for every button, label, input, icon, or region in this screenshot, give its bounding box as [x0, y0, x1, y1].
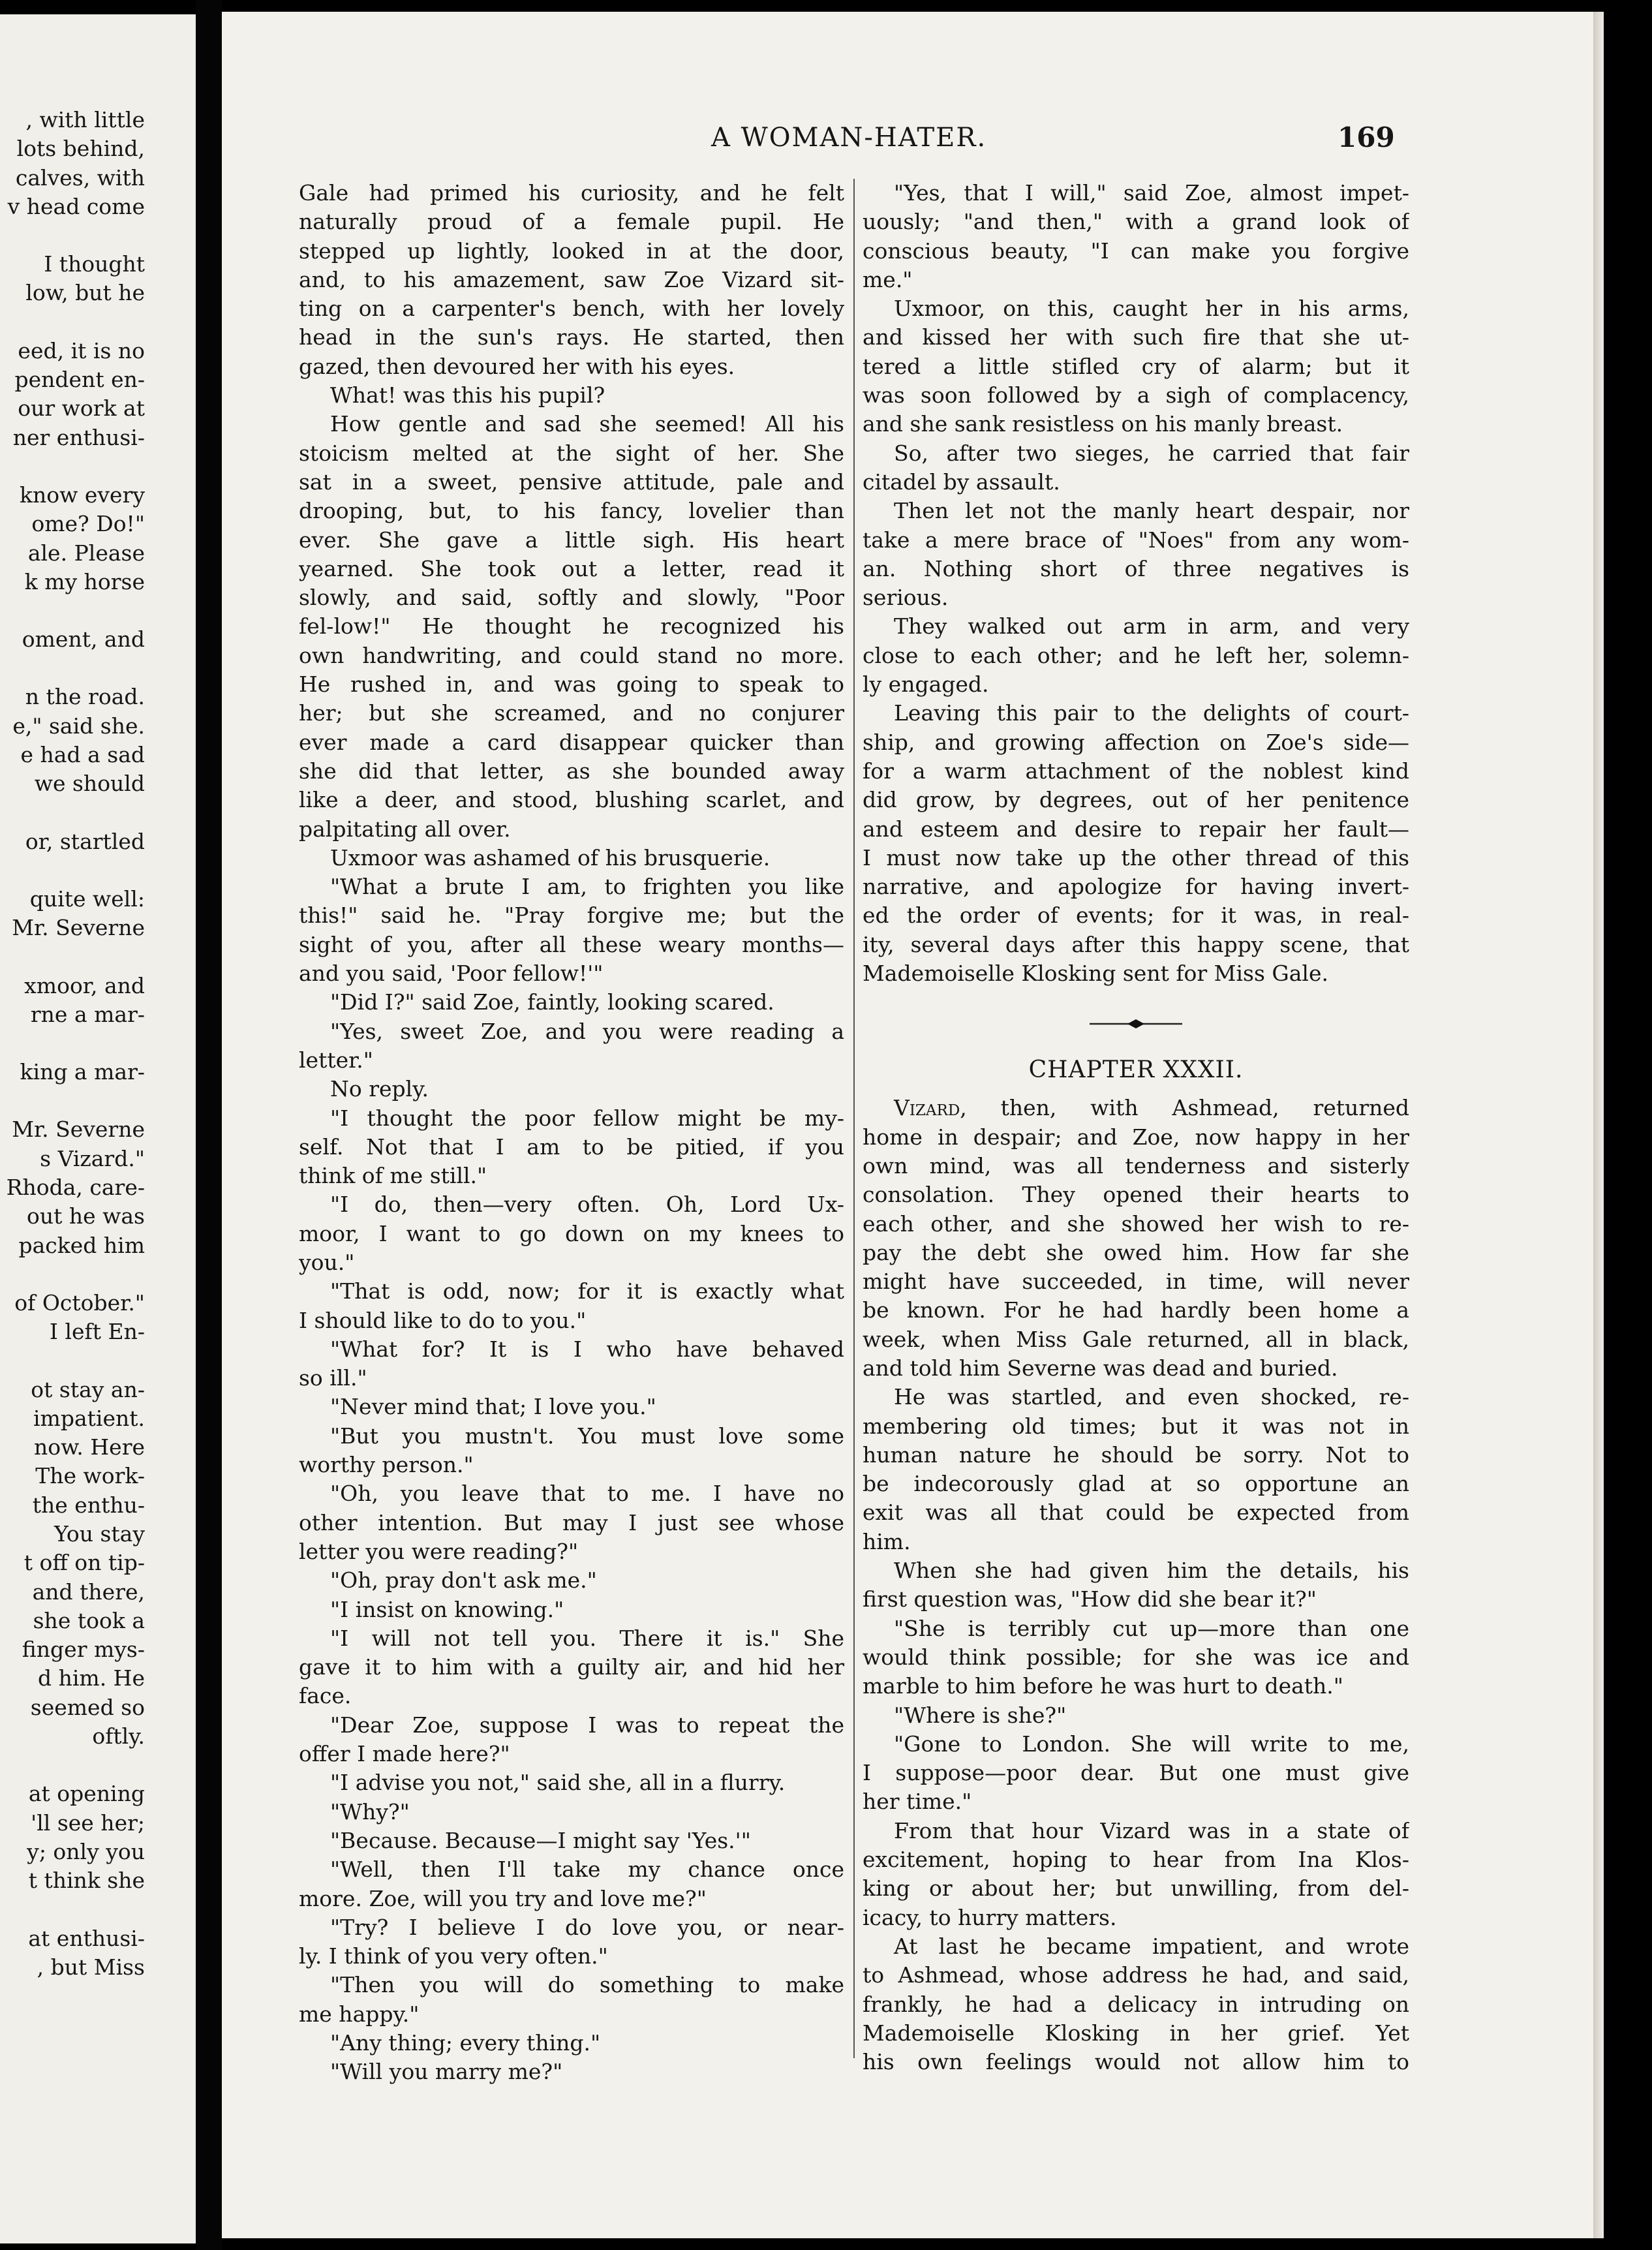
text-column-left	[299, 179, 844, 2087]
left-page-line: , with little	[25, 107, 145, 132]
left-page-line: I left En-	[49, 1319, 145, 1345]
left-page-line: e had a sad	[20, 742, 145, 768]
left-page-line: packed him	[18, 1232, 145, 1258]
text-line: his own feelings would not allow him to	[863, 2049, 1409, 2075]
text-line: me happy."	[299, 2001, 420, 2027]
text-line: so ill."	[299, 1365, 367, 1391]
left-page-line: eed, it is no	[18, 337, 145, 363]
text-line: human nature he should be sorry. Not to	[863, 1441, 1409, 1468]
chapter-opening-line	[863, 1094, 1409, 1122]
left-page-line: 'll see her;	[31, 1810, 145, 1836]
text-line: Uxmoor, on this, caught her in his arms,	[894, 296, 1409, 322]
left-page-line: out he was	[26, 1203, 145, 1229]
text-line: "Any thing; every thing."	[330, 2030, 601, 2056]
text-line: self. Not that I am to be pitied, if you	[299, 1133, 844, 1160]
text-line: So, after two sieges, he carried that fair	[894, 440, 1409, 466]
text-line: him.	[863, 1528, 911, 1554]
text-line: "Why?"	[330, 1798, 410, 1825]
text-line: How gentle and sad she seemed! All his	[330, 411, 844, 437]
text-line: serious.	[863, 585, 949, 611]
left-page-line: and there,	[32, 1579, 145, 1605]
left-page-line: we should	[34, 771, 145, 797]
left-page-line: k my horse	[24, 568, 145, 594]
left-page-lines	[0, 106, 145, 1982]
text-line: "What a brute I am, to frighten you like	[330, 874, 844, 900]
text-line: and esteem and desire to repair her fault—	[863, 816, 1409, 842]
left-page-line: Mr. Severne	[12, 915, 145, 941]
text-line: "I advise you not," said she, all in a flurry.	[330, 1770, 786, 1796]
chapter-heading: CHAPTER XXXII.	[1028, 1056, 1244, 1084]
text-line: moor, I want to go down on my knees to	[299, 1220, 844, 1246]
text-line: ity, several days after this happy scene, that	[863, 931, 1409, 957]
left-page-fragment	[0, 14, 196, 2243]
left-page-line: oftly.	[92, 1723, 145, 1749]
left-page-line: rne a mar-	[30, 1001, 145, 1027]
text-line: first question was, "How did she bear it?"	[863, 1586, 1317, 1612]
text-line: she did that letter, as she bounded away	[299, 758, 844, 784]
left-page-line: pendent en-	[14, 367, 145, 393]
left-page-line: lots behind,	[16, 136, 145, 162]
text-line: "What for? It is I who have behaved	[330, 1336, 844, 1362]
text-line: be indecorously glad at so opportune an	[863, 1471, 1409, 1497]
text-line: pay the debt she owed him. How far she	[863, 1239, 1409, 1265]
text-line: conscious beauty, "I can make you forgive	[863, 238, 1409, 264]
left-page-line: king a mar-	[20, 1059, 145, 1085]
text-line: "Dear Zoe, suppose I was to repeat the	[330, 1712, 844, 1738]
text-line: membering old times; but it was not in	[863, 1413, 1409, 1439]
text-line: ting on a carpenter's bench, with her lovely	[299, 296, 844, 322]
text-line: naturally proud of a female pupil. He	[299, 209, 844, 235]
text-line: "Will you marry me?"	[330, 2059, 563, 2085]
left-page-line: t think she	[28, 1868, 145, 1894]
text-line: stepped up lightly, looked in at the door,	[299, 238, 844, 264]
text-line: Mademoiselle Klosking in her grief. Yet	[863, 2020, 1409, 2046]
left-page-line: t off on tip-	[23, 1550, 145, 1576]
text-line: marble to him before he was hurt to death."	[863, 1673, 1343, 1699]
left-page-line: our work at	[18, 395, 145, 422]
text-line: uously; "and then," with a grand look of	[863, 209, 1409, 235]
section-ornament	[863, 1002, 1409, 1045]
left-page-line: at opening	[28, 1781, 145, 1807]
text-line: own handwriting, and could stand no more.	[299, 642, 844, 668]
text-line: excitement, hoping to hear from Ina Klos-	[863, 1847, 1409, 1873]
page-edge	[1593, 12, 1604, 2238]
text-line: icacy, to hurry matters.	[863, 1904, 1117, 1930]
text-line: "Where is she?"	[894, 1702, 1067, 1728]
text-line: "Yes, that I will," said Zoe, almost impet-	[894, 180, 1409, 206]
text-line: worthy person."	[299, 1452, 474, 1478]
text-line: might have succeeded, in time, will never	[863, 1269, 1409, 1295]
text-line: "Well, then I'll take my chance once	[330, 1857, 844, 1883]
text-line: "That is odd, now; for it is exactly what	[330, 1278, 844, 1304]
text-line: "Did I?" said Zoe, faintly, looking scared.	[330, 989, 774, 1015]
text-line: exit was all that could be expected from	[863, 1500, 1409, 1526]
text-line: and you said, 'Poor fellow!'"	[299, 961, 604, 987]
text-line: me."	[863, 266, 913, 292]
text-line: Uxmoor was ashamed of his brusquerie.	[330, 844, 771, 871]
left-page-line: s Vizard."	[40, 1145, 145, 1171]
ornament-divider-icon	[1087, 1017, 1185, 1030]
running-title: A WOMAN-HATER.	[711, 123, 987, 153]
text-line: ever. She gave a little sigh. His heart	[299, 527, 844, 553]
left-page-line: ner enthusi-	[12, 424, 145, 450]
text-line: frankly, he had a delicacy in intruding on	[863, 1991, 1409, 2017]
text-line: close to each other; and he left her, solemn-	[863, 642, 1409, 668]
left-page-line: finger mys-	[22, 1637, 145, 1663]
text-line: home in despair; and Zoe, now happy in her	[863, 1124, 1409, 1150]
text-line: face.	[299, 1683, 352, 1709]
left-page-line: I thought	[44, 251, 145, 277]
text-line: Then let not the manly heart despair, nor	[894, 498, 1409, 524]
text-line: "Try? I believe I do love you, or near-	[330, 1914, 844, 1940]
text-line: other intention. But may I just see whose	[299, 1509, 844, 1535]
text-line: head in the sun's rays. He started, then	[299, 324, 844, 350]
text-line: gazed, then devoured her with his eyes.	[299, 353, 735, 379]
text-line: What! was this his pupil?	[330, 382, 605, 408]
text-line: ever made a card disappear quicker than	[299, 729, 844, 755]
text-line: letter you were reading?"	[299, 1538, 579, 1564]
text-line: "Gone to London. She will write to me,	[894, 1731, 1409, 1757]
text-line: "She is terribly cut up—more than one	[894, 1615, 1409, 1641]
text-line: fel-low!" He thought he recognized his	[299, 613, 844, 640]
text-line: "I will not tell you. There it is." She	[330, 1625, 844, 1651]
text-line: I should like to do to you."	[299, 1307, 587, 1333]
text-line: Mademoiselle Klosking sent for Miss Gale.	[863, 961, 1328, 987]
text-line: From that hour Vizard was in a state of	[894, 1817, 1409, 1843]
left-page-line: the enthu-	[32, 1492, 145, 1518]
left-page-line: know every	[20, 482, 145, 508]
text-line: "I do, then—very often. Oh, Lord Ux-	[330, 1192, 844, 1218]
text-line: I must now take up the other thread of this	[863, 844, 1409, 871]
text-line: "Oh, you leave that to me. I have no	[330, 1481, 844, 1507]
text-line: ly. I think of you very often."	[299, 1943, 608, 1969]
text-line: think of me still."	[299, 1163, 487, 1189]
right-page	[222, 12, 1604, 2238]
text-line: When she had given him the details, his	[894, 1558, 1409, 1584]
text-line: He was startled, and even shocked, re-	[894, 1384, 1409, 1410]
text-line: drooping, but, to his fancy, lovelier than	[299, 498, 844, 524]
text-column-right	[863, 179, 1409, 2076]
left-page-line: You stay	[54, 1520, 145, 1547]
left-page-line: ale. Please	[27, 540, 145, 566]
text-line: and kissed her with such fire that she ut-	[863, 324, 1409, 350]
left-page-line: calves, with	[15, 164, 145, 191]
text-line: palpitating all over.	[299, 816, 511, 842]
left-page-line: v head come	[7, 193, 145, 219]
left-page-line: xmoor, and	[24, 972, 145, 998]
left-page-line: n the road.	[25, 684, 145, 710]
column-rule	[853, 179, 855, 2058]
text-line: offer I made here?"	[299, 1741, 510, 1767]
chapter-first-word: Vizard	[894, 1095, 960, 1121]
left-page-line: y; only you	[27, 1838, 145, 1864]
text-line: "Never mind that; I love you."	[330, 1394, 656, 1420]
left-page-line: , but Miss	[37, 1954, 145, 1980]
left-page-line: oment, and	[22, 626, 145, 653]
text-line: own mind, was all tenderness and sisterly	[863, 1152, 1409, 1179]
text-line: No reply.	[330, 1076, 429, 1102]
text-line: They walked out arm in arm, and very	[894, 613, 1409, 640]
text-line: you."	[299, 1249, 355, 1275]
text-line: week, when Miss Gale returned, all in black,	[863, 1326, 1409, 1352]
left-page-line: she took a	[33, 1607, 145, 1633]
left-page-line: impatient.	[33, 1405, 145, 1431]
left-page-line: or, startled	[25, 828, 145, 854]
left-page-line: ot stay an-	[31, 1376, 145, 1402]
page-number: 169	[1338, 121, 1395, 153]
text-line: more. Zoe, will you try and love me?"	[299, 1885, 707, 1911]
left-page-line: low, but he	[25, 280, 145, 306]
text-line: and told him Severne was dead and buried.	[863, 1355, 1338, 1381]
text-line: ly engaged.	[863, 671, 989, 698]
left-page-line: ome? Do!"	[31, 511, 145, 537]
text-line: sight of you, after all these weary months—	[299, 931, 844, 957]
text-line: Gale had primed his curiosity, and he felt	[299, 180, 844, 206]
left-page-line: seemed so	[30, 1694, 145, 1720]
text-line: "Because. Because—I might say 'Yes.'"	[330, 1827, 751, 1853]
text-line: would think possible; for she was ice and	[863, 1644, 1409, 1670]
left-page-line: at enthusi-	[28, 1925, 145, 1951]
chapter-opening-rest: , then, with Ashmead, returned	[960, 1095, 1409, 1121]
text-line: narrative, and apologize for having invert-	[863, 874, 1409, 900]
text-line: tered a little stifled cry of alarm; but it	[863, 353, 1409, 379]
text-line: sat in a sweet, pensive attitude, pale and	[299, 469, 844, 495]
text-line: and she sank resistless on his manly breast.	[863, 411, 1343, 437]
left-page-line: d him. He	[37, 1665, 145, 1691]
text-line: king or about her; but unwilling, from del-	[863, 1875, 1409, 1902]
text-line: her; but she screamed, and no conjurer	[299, 700, 844, 726]
text-line: Leaving this pair to the delights of court-	[894, 700, 1409, 726]
left-page-line: now. Here	[33, 1434, 145, 1460]
left-page-line: Mr. Severne	[12, 1117, 145, 1143]
text-line: stoicism melted at the sight of her. She	[299, 440, 844, 466]
column-right-lower-text	[863, 1094, 1409, 2076]
text-line: letter."	[299, 1047, 373, 1073]
text-line: her time."	[863, 1789, 972, 1815]
text-line: consolation. They opened their hearts to	[863, 1182, 1409, 1208]
text-line: I suppose—poor dear. But one must give	[863, 1760, 1409, 1786]
left-page-line: quite well:	[29, 886, 145, 912]
text-line: yearned. She took out a letter, read it	[299, 555, 844, 581]
text-line: and, to his amazement, saw Zoe Vizard sit-	[299, 266, 844, 292]
text-line: "Yes, sweet Zoe, and you were reading a	[330, 1018, 844, 1044]
text-line: He rushed in, and was going to speak to	[299, 671, 844, 698]
text-line: ed the order of events; for it was, in real-	[863, 902, 1409, 929]
text-line: gave it to him with a guilty air, and hid her	[299, 1654, 844, 1680]
left-page-line: The work-	[35, 1463, 145, 1489]
text-line: take a mere brace of "Noes" from any wom-	[863, 527, 1409, 553]
text-line: At last he became impatient, and wrote	[894, 1933, 1409, 1959]
text-line: "I insist on knowing."	[330, 1596, 564, 1622]
text-line: "Oh, pray don't ask me."	[330, 1567, 597, 1594]
left-page-line: Rhoda, care-	[6, 1175, 145, 1201]
text-line: was soon followed by a sigh of complacency,	[863, 382, 1409, 408]
text-line: ship, and growing affection on Zoe's side—	[863, 729, 1409, 755]
text-line: "Then you will do something to make	[330, 1972, 844, 1998]
text-line: each other, and she showed her wish to re-	[863, 1210, 1409, 1237]
text-line: be known. For he had hardly been home a	[863, 1297, 1409, 1323]
text-line: citadel by assault.	[863, 469, 1060, 495]
text-line: this!" said he. "Pray forgive me; but the	[299, 902, 844, 929]
left-page-line: of October."	[14, 1289, 145, 1316]
text-line: slowly, and said, softly and slowly, "Poor	[299, 585, 844, 611]
text-line: for a warm attachment of the noblest kind	[863, 758, 1409, 784]
text-line: to Ashmead, whose address he had, and said,	[863, 1962, 1409, 1988]
text-line: did grow, by degrees, out of her penitence	[863, 787, 1409, 813]
text-line: "But you mustn't. You must love some	[330, 1423, 844, 1449]
left-page-line: e," said she.	[12, 713, 145, 739]
book-gutter	[196, 0, 222, 2250]
text-line: an. Nothing short of three negatives is	[863, 555, 1409, 581]
text-line: "I thought the poor fellow might be my-	[330, 1105, 844, 1131]
column-right-upper-text	[863, 179, 1409, 988]
text-line: like a deer, and stood, blushing scarlet, and	[299, 787, 844, 813]
